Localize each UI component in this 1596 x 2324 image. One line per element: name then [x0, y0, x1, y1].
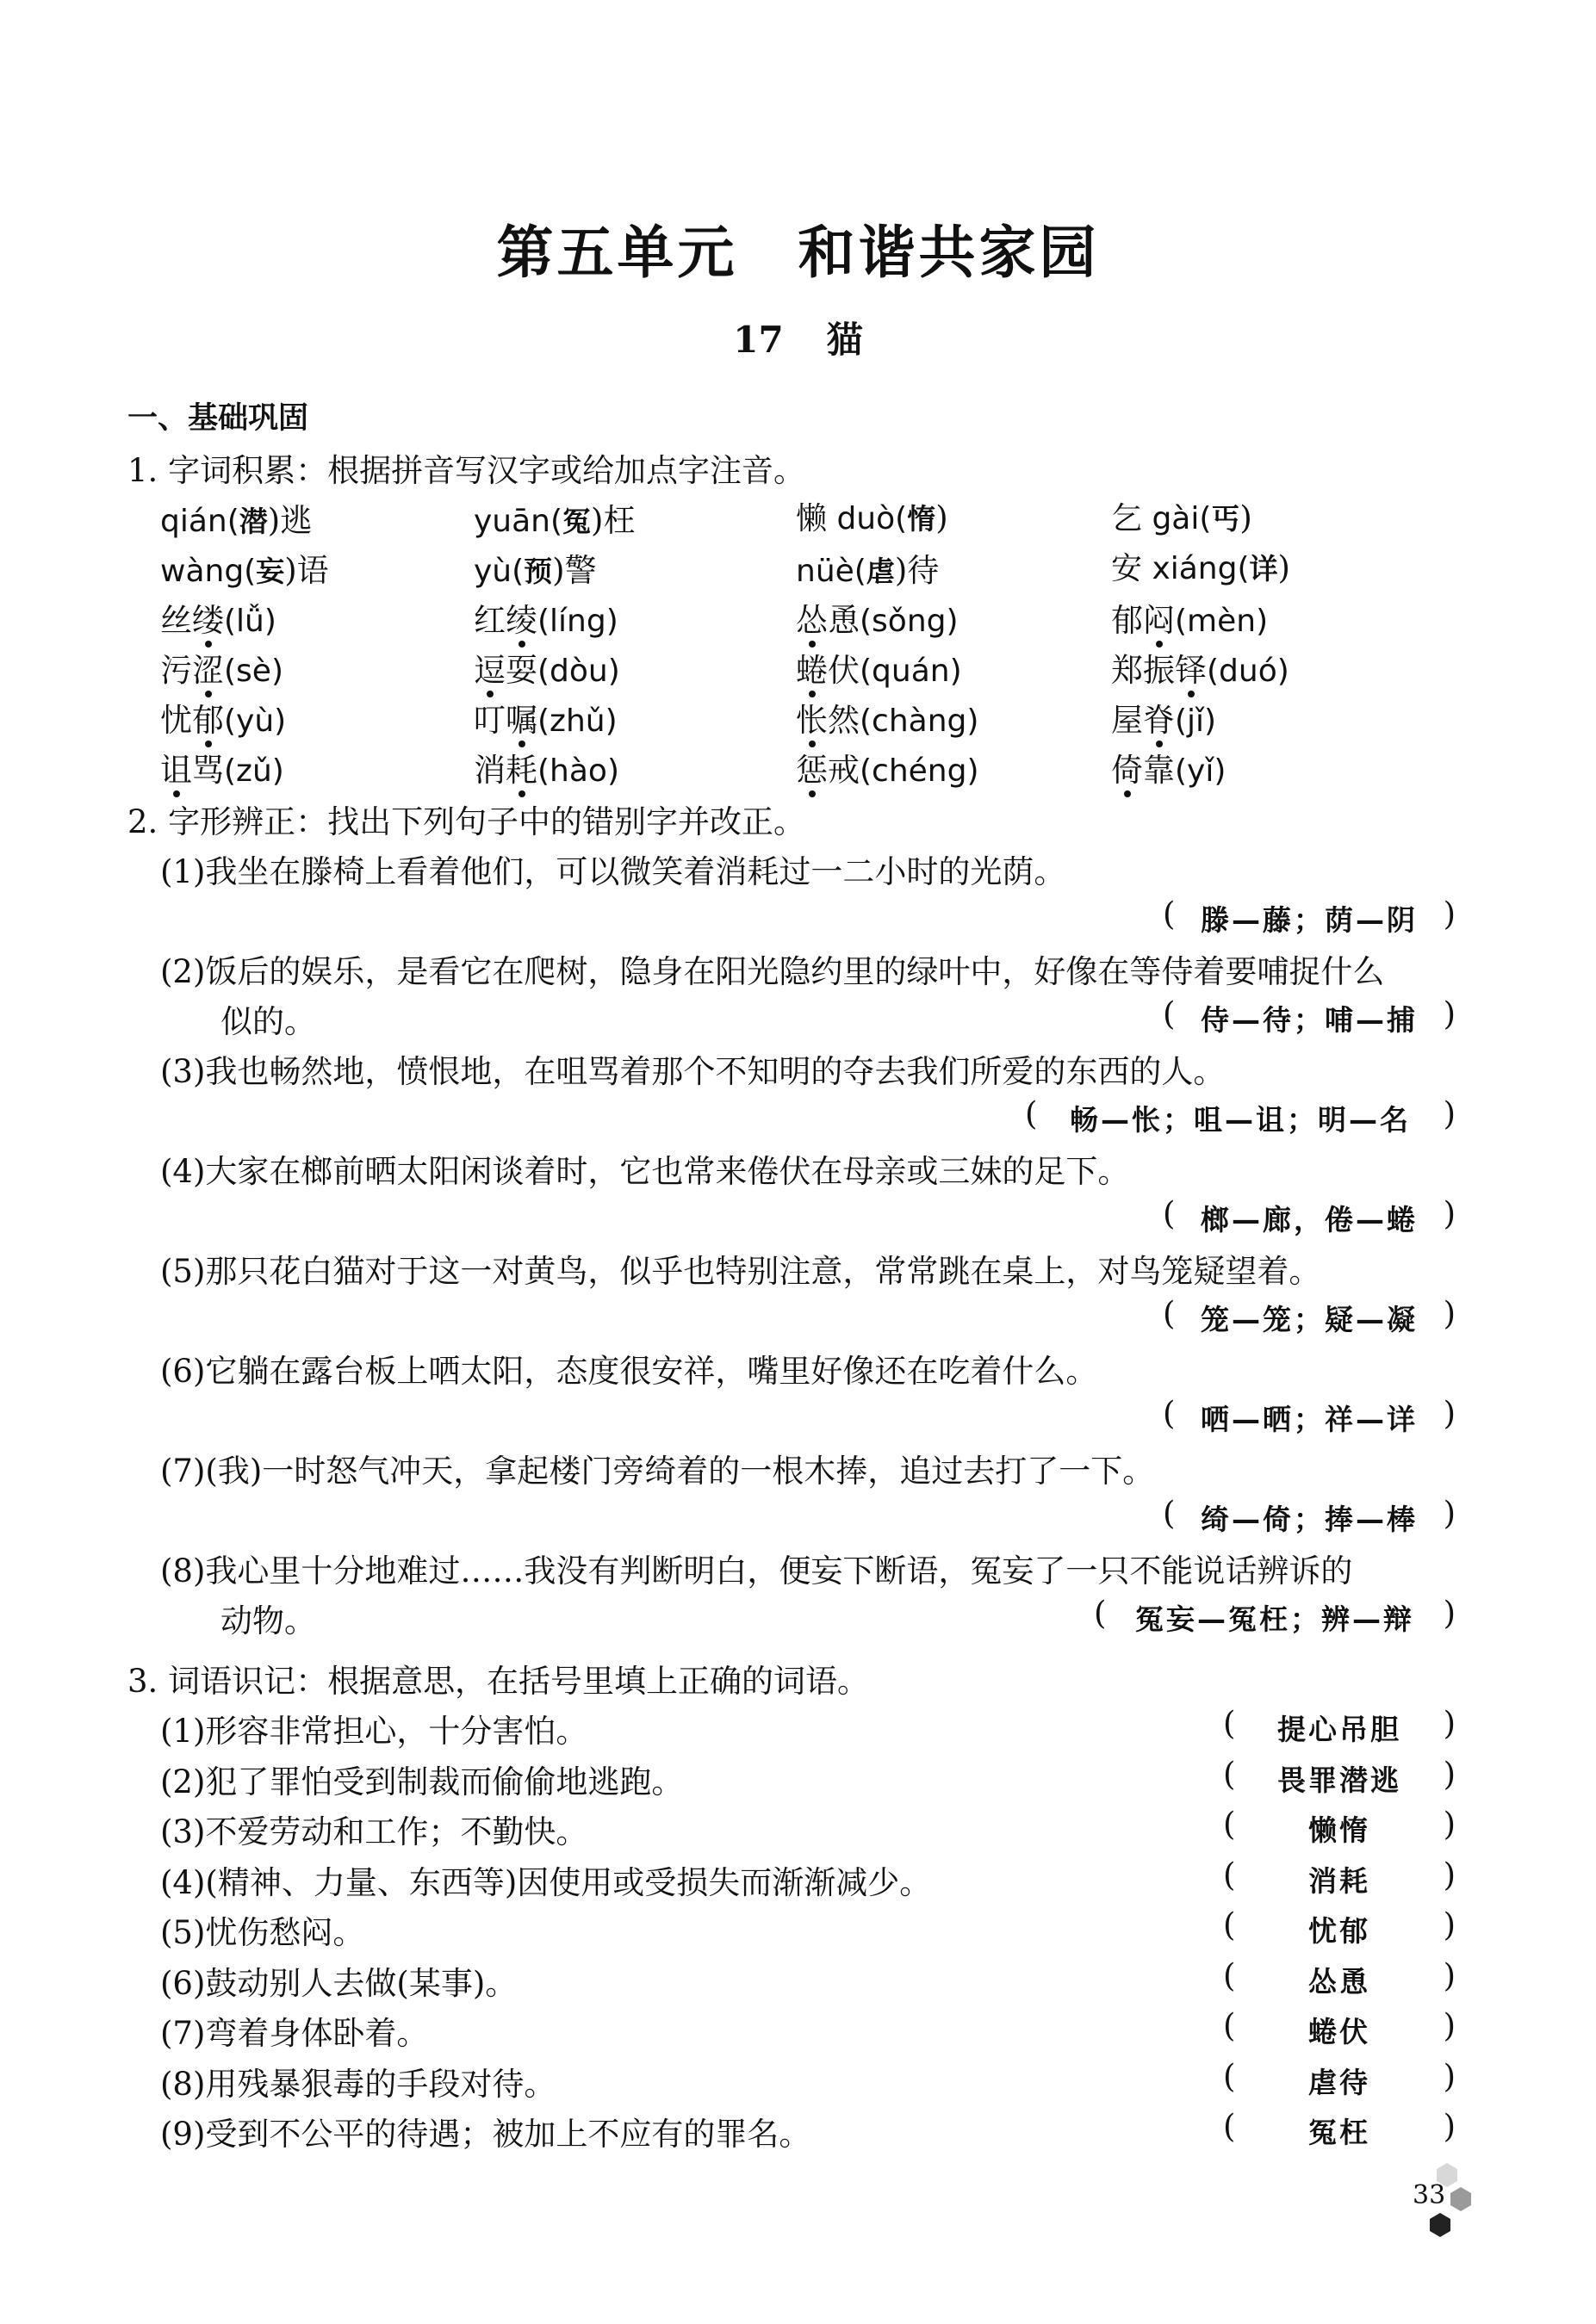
- word-answer: [1223, 1906, 1456, 1951]
- page-number: 33: [1413, 2180, 1446, 2210]
- sentence-line: (6)它躺在露台板上哂太阳，态度很安祥，嘴里好像还在吃着什么。: [160, 1353, 1098, 1390]
- handwritten-answer: 哂—晒；祥—详: [1201, 1403, 1418, 1436]
- pinyin-answer: (chéng): [860, 753, 979, 789]
- word-part: 红: [474, 602, 506, 639]
- dotted-char: 蜷: [796, 644, 828, 691]
- open-paren: (: [1223, 1705, 1236, 1742]
- hexagon-decoration-icon: [1421, 2161, 1473, 2243]
- pinyin-text: 安 xiáng(: [1111, 551, 1250, 586]
- sentence-line: (5)那只花白猫对于这一对黄鸟，似乎也特别注意，常常跳在桌上，对鸟笼疑望着。: [160, 1253, 1321, 1290]
- pinyin-cell: [796, 494, 948, 538]
- answer-char: 虐: [866, 555, 895, 588]
- definition-line: (7)弯着身体卧着。: [160, 2015, 429, 2052]
- pinyin-cell: [160, 744, 284, 790]
- handwritten-answer: 绮—倚；捧—棒: [1201, 1503, 1418, 1536]
- word-answer: [1223, 1806, 1456, 1850]
- dotted-char: 诅: [160, 744, 192, 790]
- open-paren: (: [1223, 1755, 1236, 1793]
- correction-answer: [1163, 1295, 1456, 1340]
- open-paren: (: [1223, 2108, 1236, 2145]
- pinyin-cell: [474, 744, 619, 790]
- unit-title: [0, 207, 1596, 288]
- answer-char: 潜: [239, 505, 268, 538]
- correction-answer: [1094, 1595, 1456, 1639]
- pinyin-cell: [160, 494, 312, 541]
- definition-line: (9)受到不公平的待遇；被加上不应有的罪名。: [160, 2116, 811, 2153]
- dotted-char: 嘱: [506, 694, 537, 741]
- pinyin-cell: [160, 644, 283, 691]
- word-answer: [1223, 2108, 1456, 2153]
- handwritten-answer: 虐待: [1308, 2065, 1370, 2099]
- sentence-line: (3)我也畅然地，愤恨地，在咀骂着那个不知明的夺去我们所爱的东西的人。: [160, 1053, 1226, 1090]
- definition-line: (1)形容非常担心，十分害怕。: [160, 1713, 588, 1750]
- word-suffix: )枉: [591, 502, 636, 539]
- pinyin-answer: (hào): [537, 753, 619, 789]
- handwritten-answer: 消耗: [1308, 1863, 1370, 1898]
- pinyin-answer: (dòu): [537, 654, 620, 689]
- correction-answer: [1163, 995, 1456, 1040]
- open-paren: (: [1223, 1856, 1236, 1893]
- correction-answer: [1025, 1095, 1456, 1140]
- pinyin-row: [160, 494, 1366, 544]
- pinyin-answer: (jǐ): [1175, 703, 1217, 739]
- word-part: 消: [474, 752, 506, 789]
- q3-prompt: 3. 词语识记：根据意思，在括号里填上正确的词语。: [127, 1663, 870, 1700]
- pinyin-text: 乞 gài(: [1111, 501, 1212, 536]
- open-paren: (: [1163, 1395, 1176, 1432]
- word-part: 郑振: [1111, 652, 1175, 689]
- handwritten-answer: 榔—廊，倦—蜷: [1201, 1203, 1418, 1236]
- pinyin-cell: [1111, 694, 1216, 741]
- pinyin-cell: [796, 594, 959, 641]
- pinyin-text: qián(: [160, 504, 239, 539]
- pinyin-cell: [1111, 594, 1268, 641]
- pinyin-cell: [160, 594, 276, 641]
- word-part: 耍: [506, 652, 537, 689]
- pinyin-text: wàng(: [160, 554, 257, 589]
- close-paren: ): [1443, 1395, 1456, 1432]
- word-part: 污: [160, 652, 192, 689]
- definition-line: (6)鼓动别人去做(某事)。: [160, 1964, 518, 2002]
- pinyin-answer: (chàng): [860, 703, 979, 739]
- q1-prompt: 1. 字词积累：根据拼音写汉字或给加点字注音。: [127, 452, 806, 489]
- dotted-char: 涩: [192, 644, 224, 691]
- pinyin-row: [160, 594, 1366, 644]
- word-part: 丝: [160, 602, 192, 639]
- close-paren: ): [1443, 1295, 1456, 1332]
- word-suffix: )逃: [267, 502, 313, 539]
- handwritten-answer: 提心吊胆: [1277, 1713, 1401, 1746]
- sentence-line: (1)我坐在滕椅上看着他们，可以微笑着消耗过一二小时的光荫。: [160, 853, 1066, 890]
- q2-prompt: 2. 字形辨正：找出下列句子中的错别字并改正。: [127, 803, 806, 840]
- open-paren: (: [1094, 1595, 1107, 1632]
- word-suffix: )待: [894, 552, 940, 589]
- definition-line: (4)(精神、力量、东西等)因使用或受损失而渐渐减少。: [160, 1863, 932, 1901]
- word-part: 叮: [474, 702, 506, 739]
- pinyin-row: [160, 694, 1366, 744]
- handwritten-answer: 滕—藤；荫—阴: [1201, 903, 1418, 937]
- answer-char: 妄: [256, 555, 285, 588]
- word-answer: [1223, 1957, 1456, 2002]
- word-suffix: )语: [284, 552, 329, 589]
- correction-answer: [1163, 1195, 1456, 1240]
- correction-answer: [1163, 1395, 1456, 1440]
- pinyin-cell: [1111, 544, 1290, 588]
- pinyin-cell: [160, 544, 329, 591]
- pinyin-answer: (zhǔ): [537, 703, 618, 739]
- dotted-char: 闷: [1143, 594, 1175, 641]
- sentence-line: (4)大家在榔前晒太阳闲谈着时，它也常来倦伏在母亲或三妹的足下。: [160, 1153, 1130, 1190]
- open-paren: (: [1163, 1495, 1176, 1532]
- pinyin-cell: [1111, 644, 1289, 691]
- answer-char: 丐: [1211, 502, 1240, 536]
- dotted-char: 缕: [192, 594, 224, 641]
- lesson-name: 猫: [826, 319, 863, 361]
- sentence-line: (7)(我)一时怒气冲天，拿起楼门旁绮着的一根木捧，追过去打了一下。: [160, 1453, 1155, 1490]
- dotted-char: 逗: [474, 644, 506, 691]
- pinyin-text: 懒 duò(: [796, 501, 908, 536]
- dotted-char: 惩: [796, 744, 828, 790]
- word-answer: [1223, 1705, 1456, 1750]
- handwritten-answer: 笼—笼；疑—凝: [1201, 1303, 1418, 1336]
- unit-name: 和谐共家园: [798, 219, 1100, 286]
- dotted-char: 郁: [192, 694, 224, 741]
- open-paren: (: [1223, 1906, 1236, 1943]
- dotted-char: 耗: [506, 744, 537, 790]
- close-paren: ): [1443, 896, 1456, 933]
- pinyin-answer: (duó): [1207, 654, 1289, 689]
- answer-char: 惰: [907, 502, 936, 536]
- dotted-char: 怅: [796, 694, 828, 741]
- correction-answer: [1163, 1495, 1456, 1540]
- word-answer: [1223, 2007, 1456, 2052]
- handwritten-answer: 懒惰: [1308, 1813, 1370, 1847]
- word-answer: [1223, 1856, 1456, 1901]
- close-paren: ): [1443, 1195, 1456, 1232]
- answer-char: 预: [524, 555, 553, 588]
- dotted-char: 倚: [1111, 744, 1143, 790]
- pinyin-answer: (lǚ): [224, 604, 276, 639]
- answer-char: 详: [1249, 552, 1278, 586]
- pinyin-cell: [1111, 744, 1226, 790]
- pinyin-cell: [474, 644, 620, 691]
- pinyin-cell: [1111, 494, 1252, 538]
- word-part: 然: [828, 702, 860, 739]
- close-paren: ): [1443, 1856, 1456, 1893]
- pinyin-answer: (líng): [537, 604, 618, 639]
- sentence-line: 似的。: [220, 1003, 316, 1040]
- open-paren: (: [1163, 1295, 1176, 1332]
- pinyin-cell: [474, 594, 618, 641]
- handwritten-answer: 冤妄—冤枉；辨—辩: [1135, 1602, 1414, 1636]
- word-answer: [1223, 1756, 1456, 1800]
- section-heading: 一、基础巩固: [127, 401, 309, 436]
- pinyin-cell: [474, 694, 618, 741]
- close-paren: ): [1443, 1755, 1456, 1793]
- close-paren: ): [1443, 1095, 1456, 1132]
- word-part: 伏: [828, 652, 860, 689]
- word-part: 靠: [1143, 752, 1175, 789]
- pinyin-answer: (mèn): [1175, 604, 1269, 639]
- handwritten-answer: 蜷伏: [1308, 2015, 1370, 2048]
- pinyin-answer: (yǐ): [1175, 753, 1226, 789]
- dotted-char: 铎: [1175, 644, 1207, 691]
- open-paren: (: [1163, 995, 1176, 1032]
- sentence-line: (2)饭后的娱乐，是看它在爬树，隐身在阳光隐约里的绿叶中，好像在等侍着要哺捉什么: [160, 953, 1385, 990]
- pinyin-cell: [796, 544, 939, 591]
- pinyin-text: yù(: [474, 554, 525, 589]
- word-part: 骂: [192, 752, 224, 789]
- definition-line: (8)用残暴狠毒的手段对待。: [160, 2065, 556, 2103]
- word-part: 忧: [160, 702, 192, 739]
- word-suffix: ): [1277, 549, 1290, 586]
- pinyin-cell: [474, 544, 597, 591]
- sentence-line: 动物。: [220, 1602, 316, 1639]
- open-paren: (: [1223, 2057, 1236, 2095]
- close-paren: ): [1443, 1956, 1456, 1994]
- dotted-char: 脊: [1143, 694, 1175, 741]
- correction-answer: [1163, 896, 1456, 940]
- pinyin-cell: [796, 744, 979, 790]
- open-paren: (: [1025, 1095, 1038, 1132]
- unit-number: 第五单元: [496, 219, 738, 286]
- open-paren: (: [1223, 1806, 1236, 1843]
- close-paren: ): [1443, 1595, 1456, 1632]
- open-paren: (: [1223, 1956, 1236, 1994]
- pinyin-cell: [796, 644, 962, 691]
- word-suffix: ): [935, 499, 948, 536]
- dotted-char: 怂: [796, 594, 828, 641]
- close-paren: ): [1443, 2057, 1456, 2095]
- close-paren: ): [1443, 1705, 1456, 1742]
- open-paren: (: [1163, 1195, 1176, 1232]
- pinyin-row: [160, 544, 1366, 594]
- word-part: 屋: [1111, 702, 1143, 739]
- handwritten-answer: 侍—待；哺—捕: [1201, 1003, 1418, 1037]
- lesson-title: [0, 312, 1596, 363]
- definition-line: (3)不爱劳动和工作；不勤快。: [160, 1813, 588, 1850]
- handwritten-answer: 畏罪潜逃: [1277, 1763, 1401, 1797]
- close-paren: ): [1443, 1495, 1456, 1532]
- pinyin-answer: (sǒng): [860, 604, 959, 639]
- pinyin-answer: (sè): [224, 654, 283, 689]
- word-part: 戒: [828, 752, 860, 789]
- open-paren: (: [1223, 2007, 1236, 2044]
- pinyin-cell: [474, 494, 635, 541]
- word-answer: [1223, 2058, 1456, 2103]
- dotted-char: 绫: [506, 594, 537, 641]
- pinyin-answer: (quán): [860, 654, 962, 689]
- pinyin-row: [160, 744, 1366, 794]
- handwritten-answer: 怂恿: [1308, 1964, 1370, 1999]
- handwritten-answer: 冤枉: [1308, 2116, 1370, 2149]
- definition-line: (2)犯了罪怕受到制裁而偷偷地逃跑。: [160, 1763, 684, 1800]
- word-part: 恿: [828, 602, 860, 639]
- pinyin-text: nüè(: [796, 554, 866, 589]
- sentence-line: (8)我心里十分地难过……我没有判断明白，便妄下断语，冤妄了一只不能说话辨诉的: [160, 1552, 1353, 1590]
- definition-line: (5)忧伤愁闷。: [160, 1914, 365, 1951]
- word-suffix: ): [1239, 499, 1252, 536]
- handwritten-answer: 忧郁: [1308, 1914, 1370, 1948]
- pinyin-text: yuān(: [474, 504, 563, 539]
- close-paren: ): [1443, 1906, 1456, 1943]
- pinyin-answer: (yù): [224, 703, 287, 739]
- pinyin-cell: [160, 694, 286, 741]
- lesson-number: 17: [733, 319, 784, 361]
- pinyin-cell: [796, 694, 978, 741]
- close-paren: ): [1443, 1806, 1456, 1843]
- word-suffix: )警: [552, 552, 597, 589]
- close-paren: ): [1443, 995, 1456, 1032]
- answer-char: 冤: [562, 505, 592, 538]
- handwritten-answer: 畅—怅；咀—诅；明—名: [1070, 1103, 1411, 1137]
- close-paren: ): [1443, 2007, 1456, 2044]
- close-paren: ): [1443, 2108, 1456, 2145]
- open-paren: (: [1163, 896, 1176, 933]
- pinyin-row: [160, 644, 1366, 694]
- word-part: 郁: [1111, 602, 1143, 639]
- pinyin-answer: (zǔ): [224, 753, 284, 789]
